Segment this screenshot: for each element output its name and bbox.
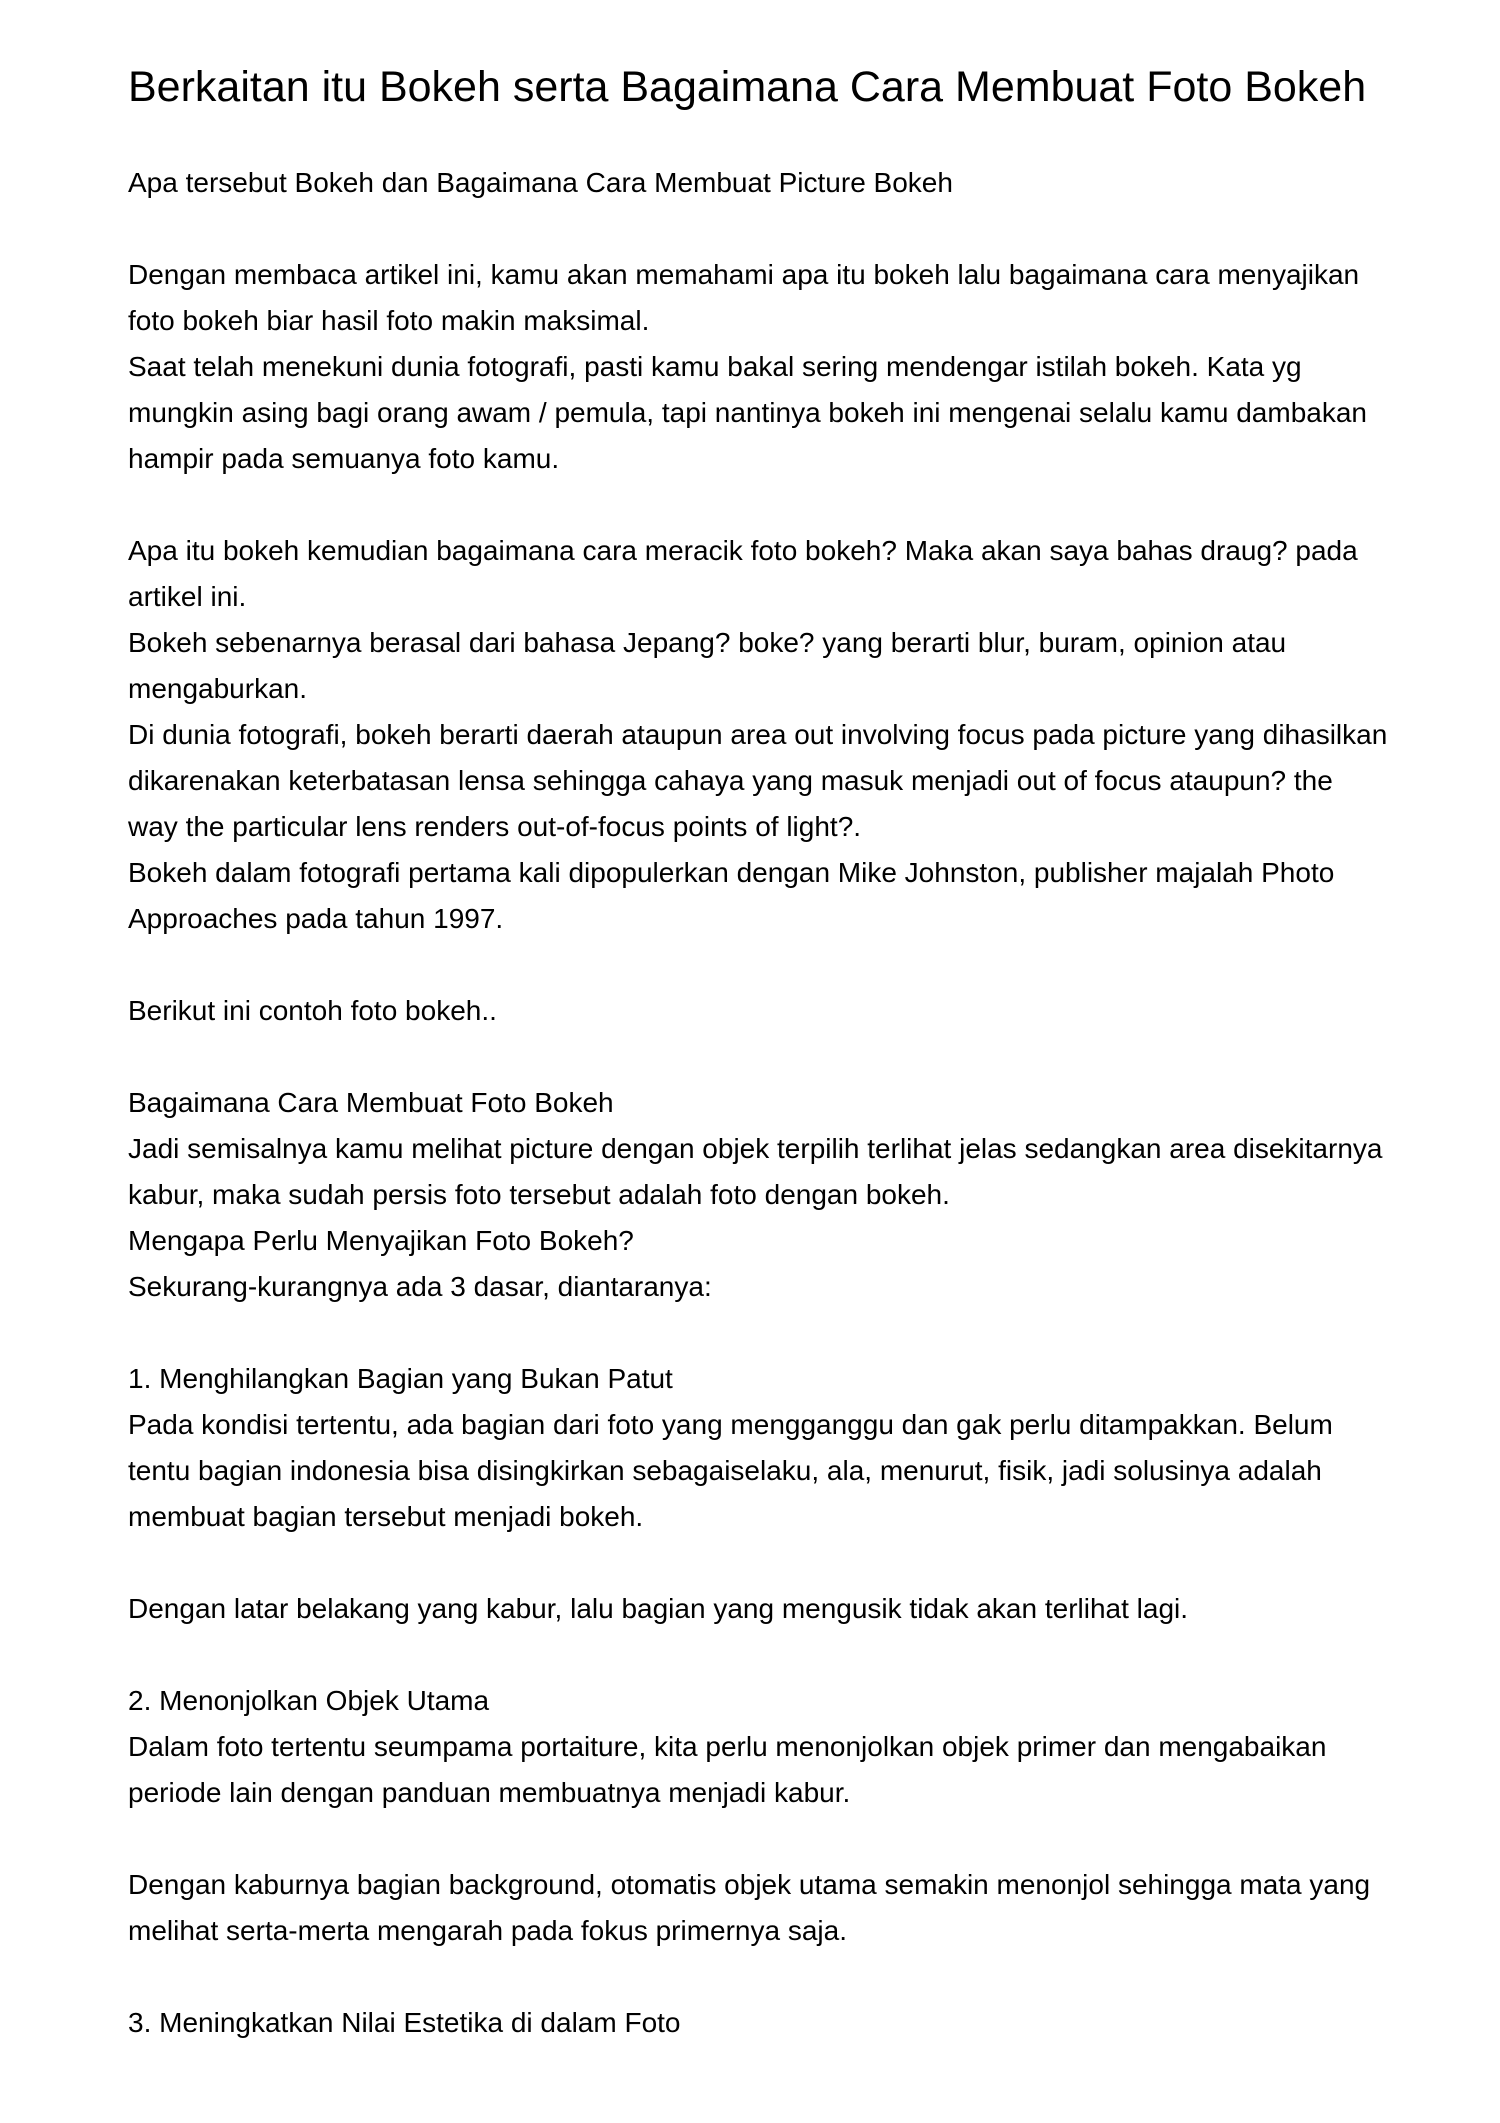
paragraph: Dengan kaburnya bagian background, otomatis objek utama semakin menonjol sehingga mata yang melihat serta-merta mengarah pada fokus primernya saja. [128, 1869, 1371, 1946]
paragraph: Bokeh dalam fotografi pertama kali dipopulerkan dengan Mike Johnston, publisher majalah Photo Approaches pada tahun 1997. [128, 857, 1335, 934]
document-subtitle: Apa tersebut Bokeh dan Bagaimana Cara Membuat Picture Bokeh [128, 167, 953, 198]
paragraph: Di dunia fotografi, bokeh berarti daerah ataupun area out involving focus pada picture yang dihasilkan dikarenakan keterbatasan lensa sehingga cahaya yang masuk menjadi out of focus ataupun? the way the particular lens renders out-of-focus points of light?. [128, 719, 1388, 842]
blank-line [128, 1816, 1388, 1862]
paragraph: Mengapa Perlu Menyajikan Foto Bokeh? [128, 1225, 634, 1256]
paragraph: Sekurang-kurangnya ada 3 dasar, diantaranya: [128, 1271, 712, 1302]
paragraph: Bagaimana Cara Membuat Foto Bokeh [128, 1087, 614, 1118]
paragraph: Apa itu bokeh kemudian bagaimana cara meracik foto bokeh? Maka akan saya bahas draug? pada artikel ini. [128, 535, 1358, 612]
blank-line [128, 1310, 1388, 1356]
paragraph: Dalam foto tertentu seumpama portaiture, kita perlu menonjolkan objek primer dan mengabaikan periode lain dengan panduan membuatnya menjadi kabur. [128, 1731, 1327, 1808]
blank-line [128, 1954, 1388, 2000]
blank-line [128, 482, 1388, 528]
blank-line [128, 1540, 1388, 1586]
paragraph: Jadi semisalnya kamu melihat picture dengan objek terpilih terlihat jelas sedangkan area disekitarnya kabur, maka sudah persis foto tersebut adalah foto dengan bokeh. [128, 1133, 1383, 1210]
paragraph: Bokeh sebenarnya berasal dari bahasa Jepang? boke? yang berarti blur, buram, opinion atau mengaburkan. [128, 627, 1287, 704]
blank-line [128, 1034, 1388, 1080]
paragraph: Saat telah menekuni dunia fotografi, pasti kamu bakal sering mendengar istilah bokeh. Kata yg mungkin asing bagi orang awam / pemula, tapi nantinya bokeh ini mengenai selalu kamu dambakan hampir pada semuanya foto kamu. [128, 351, 1367, 474]
document-page [128, 64, 1388, 2046]
blank-line [128, 1632, 1388, 1678]
paragraph: 3. Meningkatkan Nilai Estetika di dalam Foto [128, 2007, 681, 2038]
paragraph: Berikut ini contoh foto bokeh.. [128, 995, 497, 1026]
paragraph: Dengan latar belakang yang kabur, lalu bagian yang mengusik tidak akan terlihat lagi. [128, 1593, 1189, 1624]
document-title: Berkaitan itu Bokeh serta Bagaimana Cara Membuat Foto Bokeh [128, 63, 1367, 111]
paragraph: Dengan membaca artikel ini, kamu akan memahami apa itu bokeh lalu bagaimana cara menyajikan foto bokeh biar hasil foto makin maksimal. [128, 259, 1360, 336]
paragraph: 1. Menghilangkan Bagian yang Bukan Patut [128, 1363, 673, 1394]
blank-line [128, 942, 1388, 988]
paragraph: Pada kondisi tertentu, ada bagian dari foto yang mengganggu dan gak perlu ditampakkan. Belum tentu bagian indonesia bisa disingkirkan sebagaiselaku, ala, menurut, fisik, jadi solusinya adalah membuat bagian tersebut menjadi bokeh. [128, 1409, 1333, 1532]
paragraph: 2. Menonjolkan Objek Utama [128, 1685, 490, 1716]
document-body [128, 252, 1388, 2046]
